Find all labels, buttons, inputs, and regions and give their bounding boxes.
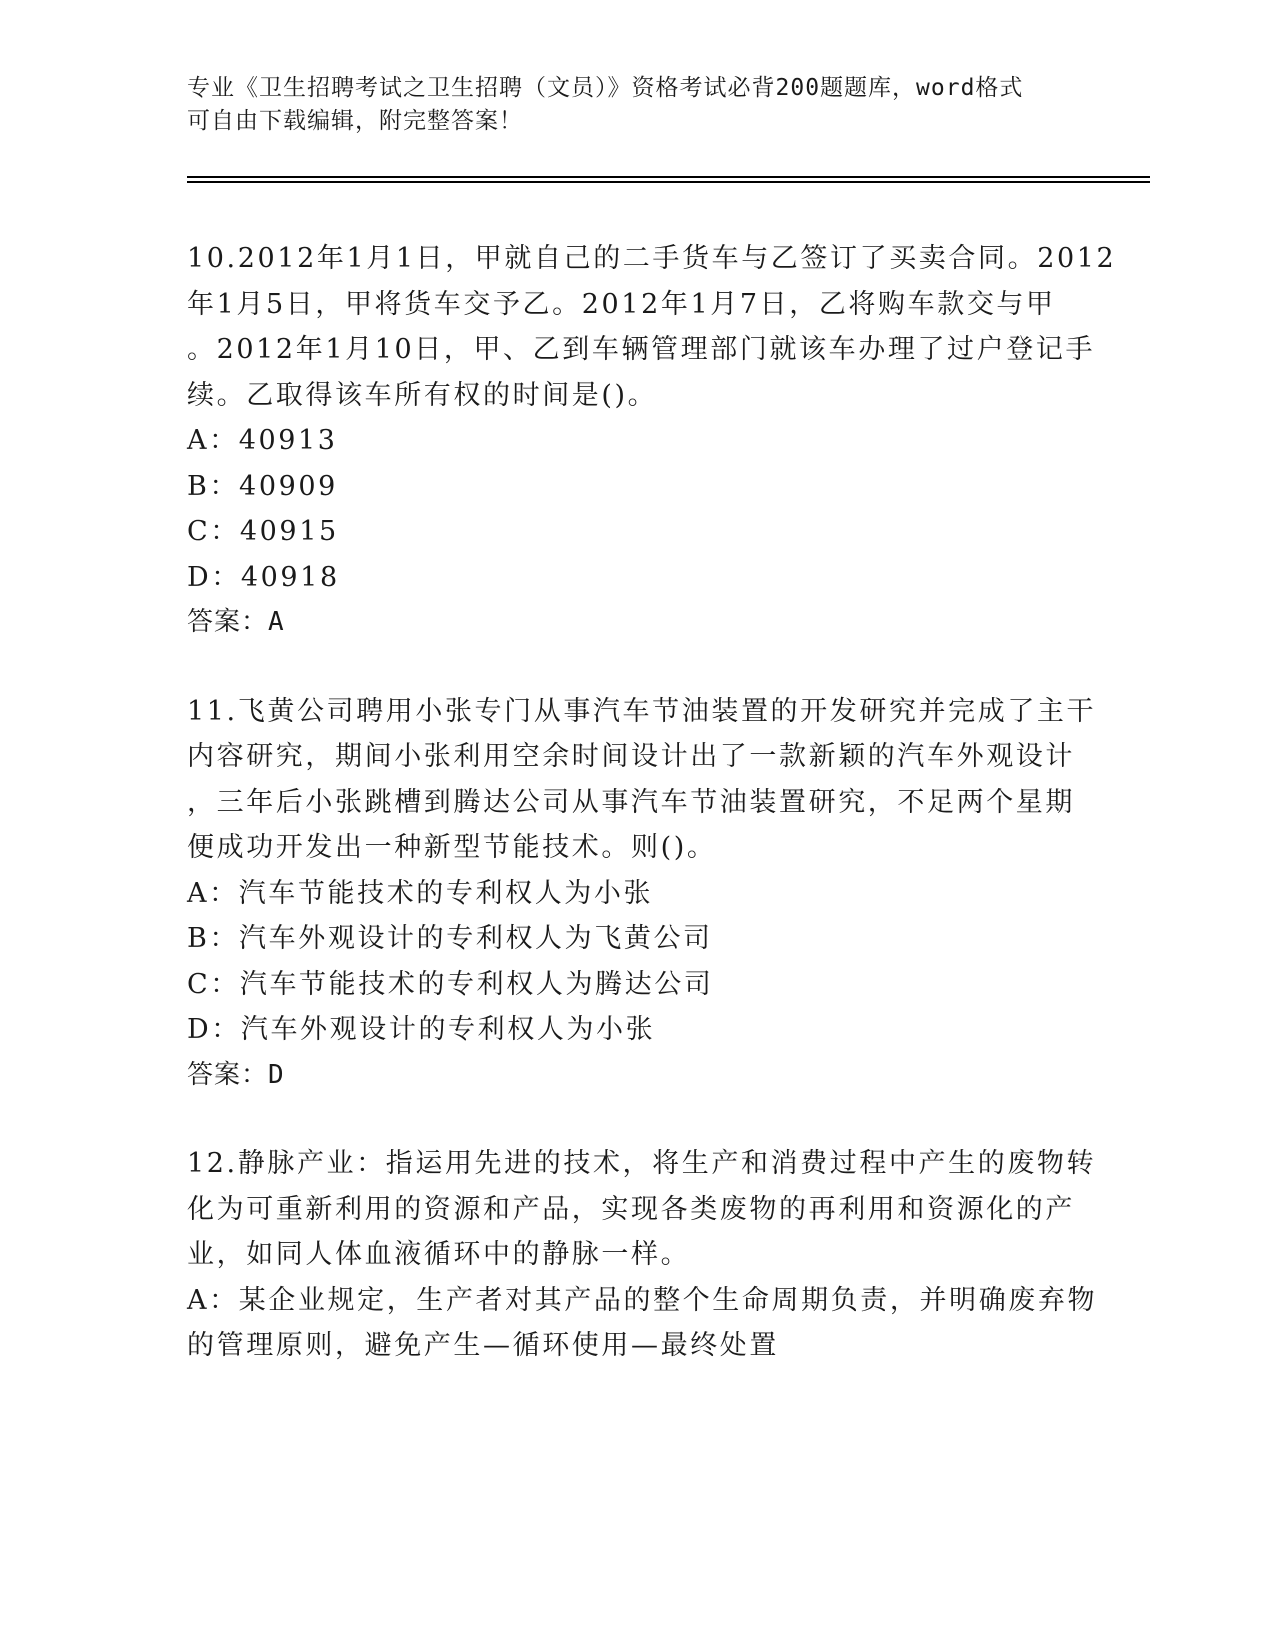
header-divider [187, 176, 1150, 183]
question-10 [187, 236, 1117, 646]
question-stem-line: 业，如同人体血液循环中的静脉一样。 [187, 1239, 691, 1270]
option-a-continued: 的管理原则，避免产生—循环使用—最终处置 [187, 1330, 779, 1361]
question-stem-line: 化为可重新利用的资源和产品，实现各类废物的再利用和资源化的产 [187, 1193, 1075, 1225]
question-stem-line: ，三年后小张跳槽到腾达公司从事汽车节油装置研究，不足两个星期 [187, 786, 1075, 818]
option-d: D：40918 [187, 561, 340, 593]
question-spacer [187, 1098, 1087, 1141]
question-stem-line: 10.2012年1月1日，甲就自己的二手货车与乙签订了买卖合同。2012 [187, 243, 1117, 274]
question-stem-line: 11.飞黄公司聘用小张专门从事汽车节油装置的开发研究并完成了主干 [187, 695, 1097, 727]
question-list [187, 236, 1117, 1369]
option-a: A：40913 [187, 425, 338, 456]
option-d: D：汽车外观设计的专利权人为小张 [187, 1014, 656, 1045]
document-header [187, 72, 1087, 138]
divider-line-bottom [187, 181, 1150, 183]
option-b: B：汽车外观设计的专利权人为飞黄公司 [187, 923, 713, 954]
option-a: A：汽车节能技术的专利权人为小张 [187, 877, 654, 909]
question-stem-line: 。2012年1月10日，甲、乙到车辆管理部门就该车办理了过户登记手 [187, 334, 1096, 365]
option-c: C：40915 [187, 516, 339, 547]
option-c: C：汽车节能技术的专利权人为腾达公司 [187, 968, 714, 1000]
question-stem-line: 年1月5日，甲将货车交予乙。2012年1月7日，乙将购车款交与甲 [187, 288, 1056, 320]
question-12 [187, 1141, 1098, 1369]
question-spacer [187, 646, 1087, 689]
header-line-1: 专业《卫生招聘考试之卫生招聘（文员）》资格考试必背200题题库，word格式 [187, 75, 1024, 101]
divider-line-top [187, 176, 1150, 178]
question-stem-line: 续。乙取得该车所有权的时间是()。 [187, 379, 658, 411]
question-stem-line: 内容研究，期间小张利用空余时间设计出了一款新颖的汽车外观设计 [187, 741, 1075, 772]
header-line-2: 可自由下载编辑，附完整答案！ [187, 108, 523, 134]
question-11 [187, 689, 1097, 1099]
answer-label: 答案：D [187, 1059, 285, 1090]
question-stem-line: 便成功开发出一种新型节能技术。则()。 [187, 832, 717, 863]
question-stem-line: 12.静脉产业：指运用先进的技术，将生产和消费过程中产生的废物转 [187, 1148, 1097, 1179]
answer-label: 答案：A [187, 607, 285, 637]
option-b: B：40909 [187, 470, 338, 502]
option-a: A：某企业规定，生产者对其产品的整个生命周期负责，并明确废弃物 [187, 1284, 1098, 1316]
